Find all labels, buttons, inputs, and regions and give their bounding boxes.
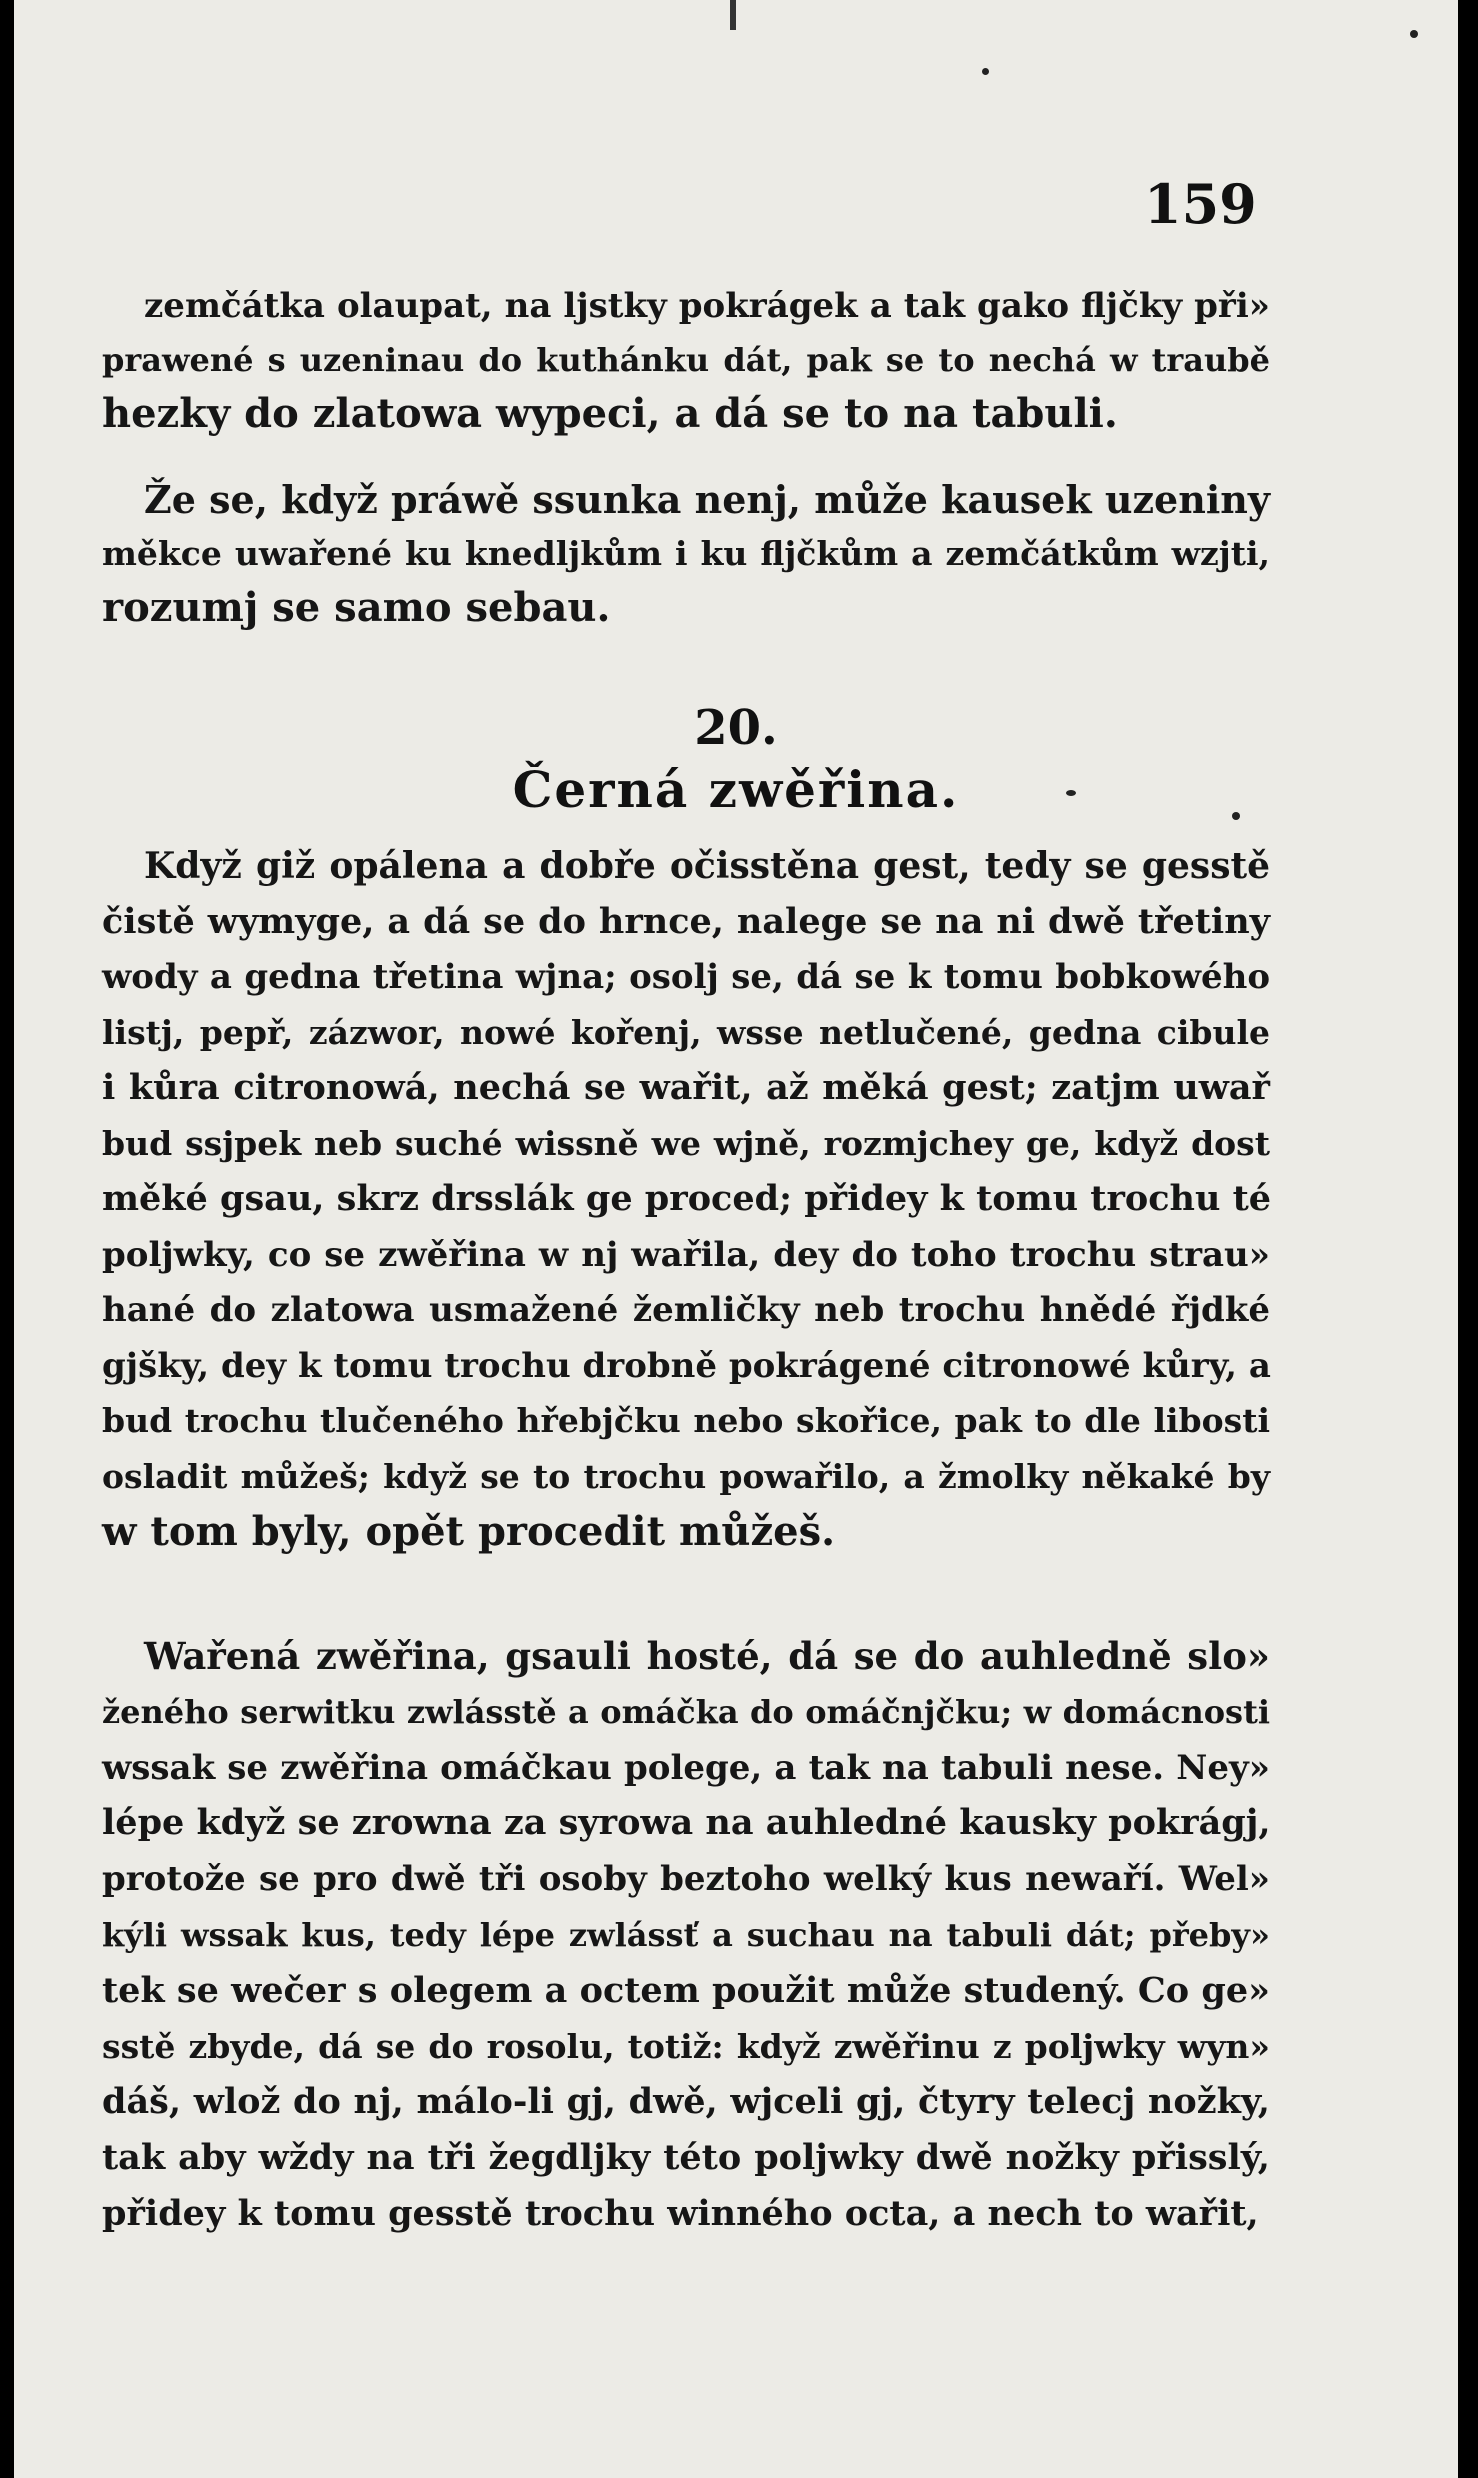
page-number: 159	[1144, 172, 1257, 236]
text-line: ženého serwitku zwlásstě a omáčka do omáčnjčku; w domácnosti	[102, 1693, 1270, 1731]
text-line: kýli wssak kus, tedy lépe zwlássť a suchau na tabuli dát; přeby»	[102, 1916, 1270, 1954]
section-title: Černá zwěřina.	[512, 760, 960, 819]
text-line: sstě zbyde, dá se do rosolu, totiž: když zwěřinu z poljwky wyn»	[102, 2027, 1270, 2066]
ink-speck	[982, 68, 989, 75]
text-line: wody a gedna třetina wjna; osolj se, dá se k tomu bobkowého	[102, 957, 1270, 997]
text-line: zemčátka olaupat, na ljstky pokrágek a tak gako fljčky při»	[144, 286, 1270, 326]
text-line: protože se pro dwě tři osoby beztoho welký kus newaří. Wel»	[102, 1859, 1270, 1899]
text-line: Že se, když práwě ssunka nenj, může kausek uzeniny	[144, 477, 1270, 522]
text-line: bud trochu tlučeného hřebjčku nebo skořice, pak to dle libosti	[102, 1401, 1270, 1440]
book-page	[14, 0, 1458, 2478]
text-line: osladit můžeš; když se to trochu powařilo, a žmolky někaké by	[102, 1457, 1270, 1496]
text-line: měké gsau, skrz drsslák ge proced; přidey k tomu trochu té	[102, 1178, 1272, 1219]
text-line: rozumj se samo sebau.	[102, 584, 611, 631]
text-line: prawené s uzeninau do kuthánku dát, pak se to nechá w traubě	[102, 341, 1270, 379]
text-line: měkce uwařené ku knedljkům i ku fljčkům a zemčátkům wzjti,	[102, 534, 1270, 573]
text-line: čistě wymyge, a dá se do hrnce, nalege se na ni dwě třetiny	[102, 901, 1270, 942]
text-line: hané do zlatowa usmažené žemličky neb trochu hnědé řjdké	[102, 1290, 1270, 1330]
section-number: 20.	[694, 700, 778, 756]
text-line: wssak se zwěřina omáčkau polege, a tak na tabuli nese. Ney»	[102, 1748, 1270, 1788]
ink-speck	[1410, 30, 1418, 38]
text-line: w tom byly, opět procedit můžeš.	[102, 1508, 836, 1555]
text-line: hezky do zlatowa wypeci, a dá se to na tabuli.	[102, 390, 1118, 437]
text-line: Když giž opálena a dobře očisstěna gest, tedy se gesstě	[144, 845, 1270, 887]
binding-mark	[730, 0, 736, 30]
text-line: listj, pepř, zázwor, nowé kořenj, wsse netlučené, gedna cibule	[102, 1013, 1270, 1052]
text-line: i kůra citronowá, nechá se wařit, až měká gest; zatjm uwař	[102, 1067, 1270, 1108]
text-line: lépe když se zrowna za syrowa na auhledné kausky pokrágj,	[102, 1802, 1271, 1843]
text-line: Wařená zwěřina, gsauli hosté, dá se do auhledně slo»	[144, 1634, 1270, 1678]
text-line: gjšky, dey k tomu trochu drobně pokrágené citronowé kůry, a	[102, 1346, 1271, 1386]
text-line: poljwky, co se zwěřina w nj wařila, dey do toho trochu strau»	[102, 1235, 1270, 1275]
text-line: dáš, wlož do nj, málo-li gj, dwě, wjceli gj, čtyry telecj nožky,	[102, 2081, 1270, 2122]
text-line: tek se wečer s olegem a octem použit může studený. Co ge»	[102, 1970, 1270, 2011]
text-line: tak aby wždy na tři žegdljky této poljwky dwě nožky přisslý,	[102, 2137, 1270, 2178]
text-line: přidey k tomu gesstě trochu winného octa, a nech to wařit,	[102, 2193, 1259, 2234]
text-line: bud ssjpek neb suché wissně we wjně, rozmjchey ge, když dost	[102, 1124, 1270, 1163]
